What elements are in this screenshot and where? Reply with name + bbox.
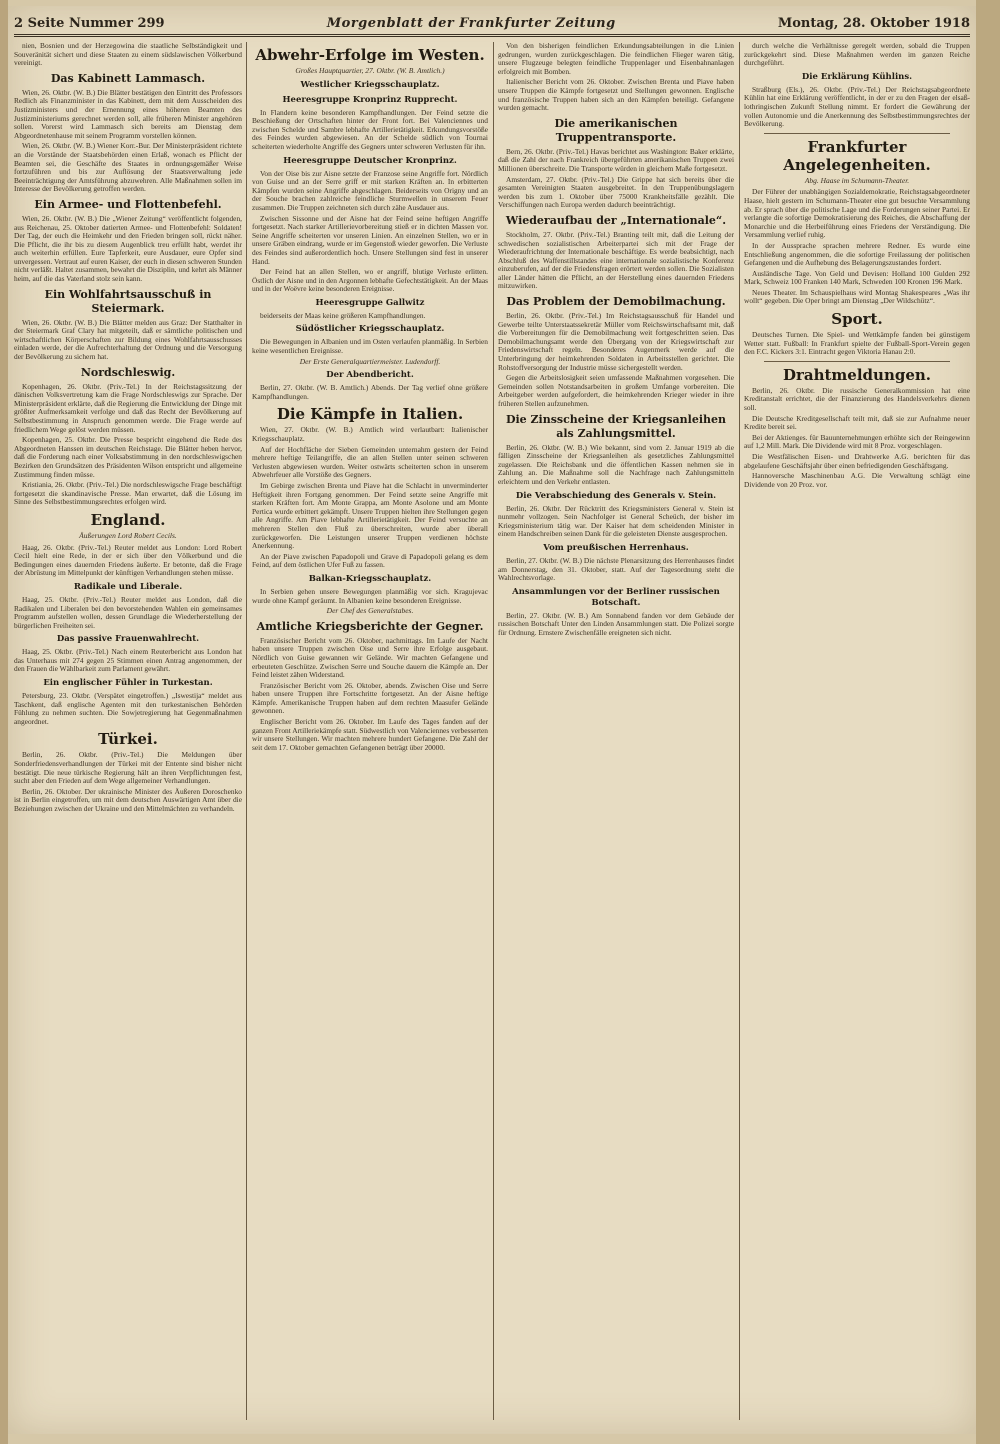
headline: Ein Armee- und Flottenbefehl. [34, 197, 222, 211]
dateline: Großes Hauptquartier, 27. Oktbr. (W. B. Amtlich.) [295, 66, 445, 75]
article-text: Der Führer der unabhängigen Sozialdemokratie, Reichstagsabgeordneter Haase, hielt gestern im Schumann-Theater eine gut besuchte Versammlung ab. Er sprach über die politische Lage und die Forderungen seiner Partei. Er verlangte die sofortige Demokratisierung des Reiches, die Abschaffung der Monarchie und die Herbeiführung eines Friedens der Verständigung. Die Versammlung verlief ruhig. [744, 187, 970, 240]
issue-date: Montag, 28. Oktober 1918 [777, 15, 970, 31]
subheadline: Abg. Haase im Schumann-Theater. [804, 175, 910, 185]
column-rule [739, 42, 740, 1420]
article-text: Berlin, 26. Oktbr. (Priv.-Tel.) Im Reichstagsausschuß für Handel und Gewerbe teilte Unterstaatssekretär Müller vom Reichswirtschaftsamt mit, daß die Vorbereitungen für die Demobilmachung weit fortgeschritten seien. Das Demobilmachungsamt werde den Übergang von der Kriegswirtschaft zur Friedenswirtschaft regeln. Besonderes Augenmerk werde auf die Unterbringung der heimkehrenden Soldaten in Arbeitsstellen gerichtet. Die Rohstoffversorgung der Industrie müsse sichergestellt werden. [498, 311, 734, 372]
article-text: Die Deutsche Kreditgesellschaft teilt mit, daß sie zur Aufnahme neuer Kredite bereit sei. [744, 413, 970, 432]
article-text: Berlin, 26. Oktbr. (Priv.-Tel.) Die Meldungen über Sonderfriedensverhandlungen der Türkei mit der Entente sind bisher nicht bestätigt. Die neue türkische Regierung hält an ihren Verpflichtungen fest, sucht aber den Frieden auf dem Wege allgemeiner Verhandlungen. [14, 750, 242, 786]
section-heading: Balkan-Kriegsschauplatz. [308, 573, 432, 584]
article-text: durch welche die Verhältnisse geregelt werden, sobald die Truppen zurückgekehrt sind. Diese Maßnahmen werden im ganzen Reiche durchgeführt. [744, 42, 970, 68]
headline: Die Erklärung Kühlins. [801, 71, 913, 82]
article-text: Wien, 27. Oktbr. (W. B.) Amtlich wird verlautbart: Italienischer Kriegsschauplatz. [252, 425, 488, 444]
column-1 [14, 42, 242, 1422]
article-text: Französischer Bericht vom 26. Oktober, nachmittags. Im Laufe der Nacht haben unsere Truppen zwischen Oise und Serre ihre Erfolge ausgebaut. Nördlich von Guise gewannen wir Gelände. Wir machten Gefangene und erbeuteten Geschütze. Zwischen Serre und Souche dauern die Kämpfe an. Der Feind leistet zähen Widerstand. [252, 635, 488, 680]
headline: Die Verabschiedung des Generals v. Stein. [515, 490, 717, 501]
section-heading: Westlicher Kriegsschauplatz. [300, 79, 440, 90]
article-text: Berlin, 26. Oktbr. (W. B.) Wie bekannt, sind vom 2. Januar 1919 ab die fälligen Zinsscheine der Kriegsanleihen als gesetzliches Zahlungsmittel zugelassen. Die Reichsbank und die öffentlichen Kassen nehmen sie in Zahlung an. Die Maßnahme soll die Nachfrage nach Zahlungsmitteln erleichtern und den Verkehr entlasten. [498, 442, 734, 486]
article-text: Auf der Hochfläche der Sieben Gemeinden unternahm gestern der Feind mehrere heftige Teilangriffe, die an allen Stellen unter seinen schweren Verlusten abgewiesen wurden. Weiter ostwärts scheiterten schon in unserem Abwehrfeuer alle Vorstöße des Gegners. [252, 444, 488, 480]
article-text: Deutsches Turnen. Die Spiel- und Wettkämpfe fanden bei günstigem Wetter statt. Fußball: In Frankfurt spielte der Fußball-Sport-Verein gegen den F.C. Kickers 3:1. Eintracht gegen Viktoria Hanau 2:0. [744, 330, 970, 357]
article-text: Berlin, 27. Oktbr. (W. B.) Die nächste Plenarsitzung des Herrenhauses findet am Donnerstag, den 31. Oktober, statt. Auf der Tagesordnung steht die Wahlrechtsvorlage. [498, 555, 734, 583]
article-text: In der Aussprache sprachen mehrere Redner. Es wurde eine Entschließung angenommen, die die sofortige Freilassung der politischen Gefangenen und die Aufhebung des Belagerungszustandes fordert. [744, 240, 970, 268]
section-heading: Südöstlicher Kriegsschauplatz. [295, 324, 445, 335]
headline: Das passive Frauenwahlrecht. [56, 634, 200, 645]
article-text: Bern, 26. Oktbr. (Priv.-Tel.) Havas berichtet aus Washington: Baker erklärte, daß die Zahl der nach Frankreich übergeführten amerikanischen Truppen zwei Millionen überschreite. Die Transporte würden in gleichem Maße fortgesetzt. [498, 146, 734, 173]
headline: Das Problem der Demobilmachung. [506, 295, 726, 309]
headline: Abwehr-Erfolge im Westen. [255, 46, 485, 64]
article-text: Petersburg, 23. Oktbr. (Verspätet eingetroffen.) „Iswestija“ meldet aus Taschkent, daß englische Agenten mit den turkestanischen Behörden Fühlung zu nehmen suchten. Die Sowjetregierung hat Gegenmaßnahmen angeordnet. [14, 691, 242, 726]
column-4 [744, 42, 970, 1422]
article-text: Die Westfälischen Eisen- und Drahtwerke A.G. berichten für das abgelaufene Geschäftsjahr über einen befriedigenden Geschäftsgang. [744, 452, 970, 470]
binding-edge [0, 0, 8, 1444]
article-text: In Flandern keine besonderen Kampfhandlungen. Der Feind setzte die Beschießung der Ortschaften hinter der Front fort. Bei Valenciennes und zwischen Schelde und Sambre lebhafte Artillerietätigkeit. Erkundungsvorstöße des Feindes wurden abgewiesen. An der Schelde südlich von Tournai scheiterten wiederholte Angriffe des Gegners unter schweren Verlusten für ihn. [252, 107, 488, 151]
article-text: Gegen die Arbeitslosigkeit seien umfassende Maßnahmen vorgesehen. Die Gemeinden sollen Notstandsarbeiten in großem Umfange vorbereiten. Die Arbeitgeber werden aufgefordert, die heimkehrenden Krieger wieder in ihre früheren Stellen aufzunehmen. [498, 373, 734, 408]
article-text: Berlin, 27. Oktbr. (W. B.) Am Sonnabend fanden vor dem Gebäude der russischen Botschaft Unter den Linden Ansammlungen statt. Die Polizei sorgte für Ordnung. Ernstere Zwischenfälle ereigneten sich nicht. [498, 610, 734, 637]
article-text: Kopenhagen, 26. Oktbr. (Priv.-Tel.) In der Reichstagssitzung der dänischen Volksvertretung kam die Frage Nordschleswigs zur Sprache. Der Ministerpräsident erklärte, daß die Regierung die Entwicklung der Dinge mit größter Aufmerksamkeit verfolge und daß das Recht der Bevölkerung auf Selbstbestimmung in Anspruch genommen werde. Die Frage werde auf friedlichem Wege gelöst werden müssen. [14, 381, 242, 434]
article-text: nien, Bosnien und der Herzegowina die staatliche Selbständigkeit und Souveränität sichert und diese Staaten zu einem südslawischen Völkerbund vereinigt. [14, 42, 242, 68]
headline: Ein Wohlfahrtsausschuß in Steiermark. [44, 287, 212, 315]
headline: Ein englischer Fühler in Turkestan. [43, 678, 213, 689]
article-text: Der Feind hat an allen Stellen, wo er angriff, blutige Verluste erlitten. Östlich der Aisne und in den Argonnen lebhafte Gefechtstätigkeit. An der Maas und in der Woëvre keine besonderen Ereignisse. [252, 267, 488, 294]
scan-border [976, 0, 1000, 1444]
headline: Radikale und Liberale. [73, 581, 183, 592]
signature: Der Chef des Generalstabes. [326, 606, 414, 616]
article-text: Stockholm, 27. Oktbr. (Priv.-Tel.) Branting teilt mit, daß die Leitung der schwedischen sozialistischen Arbeiterpartei sich mit der Frage der Wiederaufrichtung der Internationale beschäftige. Es werde beabsichtigt, nach Abschluß des Waffenstillstandes eine internationale sozialistische Konferenz einzuberufen, auf der die Friedensfragen erörtert werden sollen. Die Sozialisten aller Länder hätten die Pflicht, an der Herstellung eines dauernden Friedens mitzuwirken. [498, 229, 734, 291]
headline: Die amerikanischen Truppentransporte. [554, 116, 678, 144]
article-text: Zwischen Sissonne und der Aisne hat der Feind seine heftigen Angriffe fortgesetzt. Nach starker Artillerievorbereitung stieß er in dichten Massen vor. Seine Angriffe scheiterten vor unseren Linien. An einzelnen Stellen, wo er in unsere Gräben eindrang, wurde er im Gegenstoß wieder geworfen. Die Verluste des Feindes sind außerordentlich hoch. Unsere Stellungen sind fest in unserer Hand. [252, 213, 488, 266]
article-text: Von den bisherigen feindlichen Erkundungsabteilungen in die Linien gedrungen, wurden zurückgeschlagen. Die feindlichen Flieger waren tätig, unsere Flugzeuge belegten feindliche Truppenlager und Eisenbahnanlagen erfolgreich mit Bomben. [498, 42, 734, 76]
article-text: Wien, 26. Oktbr. (W. B.) Wiener Korr.-Bur. Der Ministerpräsident richtete an die Vorstände der Staatsbehörden einen Erlaß, wonach es Pflicht der Beamten sei, die Geschäfte des Staates in ordnungsgemäßer Weise fortzuführen und bis zur Auflösung der Staatsverwaltung jede Beeinträchtigung der Amtsführung abzuwehren. Alle Maßnahmen sollen im Interesse der Bevölkerung getroffen werden. [14, 141, 242, 194]
section-heading: Der Abendbericht. [326, 370, 414, 381]
headline: Türkei. [98, 730, 158, 749]
column-2 [252, 42, 488, 1422]
page-number: 2 Seite Nummer 299 [14, 15, 165, 31]
headline: Frankfurter Angelegenheiten. [783, 137, 931, 174]
section-heading: Heeresgruppe Deutscher Kronprinz. [283, 155, 457, 166]
article-text: Wien, 26. Oktbr. (W. B.) Die Blätter bestätigen den Eintritt des Professors Redlich als Finanzminister in das Kabinett, dem mit dem Ausscheiden des Justizministers und der Ernennung eines höheren Beamten des Justizministeriums gerechnet werden soll, alle früheren Minister angehören sollen. Vorerst wird Lammasch sich bereits am Dienstag dem Abgeordnetenhause mit seinem Programm vorstellen können. [14, 87, 242, 140]
headline: Vom preußischen Herrenhaus. [543, 542, 689, 553]
article-text: An der Piave zwischen Papadopoli und Grave di Papadopoli gelang es dem Feind, auf dem östlichen Ufer Fuß zu fassen. [252, 551, 488, 570]
article-text: Berlin, 26. Oktober. Der ukrainische Minister des Äußeren Doroschenko ist in Berlin eingetroffen, um mit dem deutschen Auswärtigen Amt über die Beziehungen zwischen der Ukraine und den Mittelmächten zu verhandeln. [14, 786, 242, 813]
article-text: Haag, 25. Oktbr. (Priv.-Tel.) Reuter meldet aus London, daß die Radikalen und Liberalen bei den bevorstehenden Wahlen ein gemeinsames Programm aufstellen wollen, dessen Grundlage die Wiederherstellung der bürgerlichen Freiheiten sei. [14, 594, 242, 630]
headline: Amtliche Kriegsberichte der Gegner. [256, 619, 484, 633]
article-text: Kristiania, 26. Oktbr. (Priv.-Tel.) Die nordschleswigsche Frage beschäftigt fortgesetzt die skandinavische Presse. Man erwartet, daß die Lösung im Sinne des Selbstbestimmungsrechtes erfolgen wird. [14, 480, 242, 507]
subheadline: Äußerungen Lord Robert Cecils. [79, 530, 177, 540]
newspaper-page [8, 6, 976, 1434]
newspaper-masthead: Morgenblatt der Frankfurter Zeitung [326, 15, 616, 31]
headline: Die Kämpfe in Italien. [276, 405, 464, 424]
headline: Ansammlungen vor der Berliner russischen Botschaft. [512, 586, 720, 608]
article-text: Berlin, 26. Oktbr. Die russische Generalkommission hat eine Kreditanstalt errichtet, die der Finanzierung des Handelsverkehrs dienen soll. [744, 385, 970, 413]
headline: Wiederaufbau der „Internationale“. [505, 213, 727, 227]
article-text: Neues Theater. Im Schauspielhaus wird Montag Shakespeares „Was ihr wollt“ gegeben. Die Oper bringt am Dienstag „Der Wildschütz“. [744, 287, 970, 306]
column-rule [246, 42, 247, 1420]
divider [764, 361, 950, 362]
article-text: Haag, 25. Oktbr. (Priv.-Tel.) Nach einem Reuterbericht aus London hat das Unterhaus mit 274 gegen 25 Stimmen einen Antrag angenommen, der den Frauen die Wählbarkeit zum Parlament gewährt. [14, 647, 242, 674]
article-text: Englischer Bericht vom 26. Oktober. Im Laufe des Tages fanden auf der ganzen Front Artilleriekämpfe statt. Südwestlich von Valenciennes verbesserten wir unsere Stellungen. Wir machten mehrere hundert Gefangene. Die Zahl der seit dem 17. Oktober gemachten Gefangenen beträgt über 20000. [252, 717, 488, 752]
article-text: In Serbien gehen unsere Bewegungen planmäßig vor sich. Kragujevac wurde ohne Kampf geräumt. In Albanien keine besonderen Ereignisse. [252, 586, 488, 605]
column-3 [498, 42, 734, 1422]
article-text: Von der Oise bis zur Aisne setzte der Franzose seine Angriffe fort. Nördlich von Guise und an der Serre griff er mit starken Kräften an. In erbitterten Kämpfen wurden seine Angriffe abgeschlagen. Beiderseits von Origny und an der Souche brachen zahlreiche feindliche Sturmwellen in unserem Feuer zusammen. Die Truppen zeichneten sich durch zähe Ausdauer aus. [252, 168, 488, 212]
article-text: Hannoversche Maschinenbau A.G. Die Verwaltung schlägt eine Dividende von 20 Proz. vor. [744, 471, 970, 489]
article-text: Kopenhagen, 25. Oktbr. Die Presse bespricht eingehend die Rede des Abgeordneten Hanssen im deutschen Reichstage. Die Blätter heben hervor, daß die Forderung nach einer Volksabstimmung in den nordschleswigschen Bezirken den Grundsätzen des Präsidenten Wilson entspricht und allgemeine Zustimmung finden müsse. [14, 435, 242, 479]
headline: Das Kabinett Lammasch. [50, 71, 206, 85]
article-text: Berlin, 26. Oktbr. Der Rücktritt des Kriegsministers General v. Stein ist nunmehr vollzogen. Sein Nachfolger ist General Scheüch, der bisher im Kriegsministerium tätig war. Der Kaiser hat dem scheidenden Minister in einem Handschreiben seinen Dank für die geleisteten Dienste ausgesprochen. [498, 503, 734, 539]
divider [764, 133, 950, 134]
article-text: Haag, 26. Oktbr. (Priv.-Tel.) Reuter meldet aus London: Lord Robert Cecil hielt eine Rede, in der er sich über den Völkerbund und die Bedingungen eines dauernden Friedens äußerte. Er betonte, daß die Frage der Abrüstung im Mittelpunkt der künftigen Verhandlungen stehen müsse. [14, 542, 242, 578]
article-text: beiderseits der Maas keine größeren Kampfhandlungen. [260, 310, 426, 320]
headline: England. [90, 510, 166, 529]
article-text: Ausländische Tage. Von Geld und Devisen: Holland 100 Gulden 292 Mark, Schweiz 100 Franken 140 Mark, Schweden 100 Kronen 196 Mark. [744, 268, 970, 287]
section-heading: Heeresgruppe Kronprinz Rupprecht. [282, 94, 458, 105]
section-heading: Heeresgruppe Gallwitz [315, 297, 425, 308]
column-rule [493, 42, 494, 1420]
article-text: Wien, 26. Oktbr. (W. B.) Die „Wiener Zeitung“ veröffentlicht folgenden, aus Reichenau, 25. Oktober datierten Armee- und Flottenbefehl: Soldaten! Der Tag, der euch die Heimkehr und den Frieden bringen soll, rückt näher. Die Pflicht, die ihr bis zu diesem Augenblick treu erfüllt habt, werdet ihr auch weiterhin erfüllen. Eure Tapferkeit, eure Ausdauer, eure Opfer sind unvergessen. Vertraut auf euren Kaiser, der euch in diesen schweren Stunden nicht verläßt. Haltet zusammen, bewahrt die Disziplin, und kehrt als Männer heim, auf die das Vaterland stolz sein kann. [14, 213, 242, 284]
headline: Nordschleswig. [80, 365, 176, 379]
signature: Der Erste Generalquartiermeister. Ludendorff. [299, 356, 441, 366]
article-text: Amsterdam, 27. Oktbr. (Priv.-Tel.) Die Grippe hat sich bereits über die gesamten Vereinigten Staaten ausgebreitet. In den Truppenübungslagern werden bis zum 1. Oktober über 75000 Krankheitsfälle gezählt. Die Verschiffungen nach Europa werden dadurch beeinträchtigt. [498, 174, 734, 210]
article-text: Bei der Aktienges. für Bauunternehmungen erhöhte sich der Reingewinn auf 1,2 Mill. Mark. Die Dividende wird mit 8 Proz. vorgeschlagen. [744, 432, 970, 451]
headline: Drahtmeldungen. [782, 365, 932, 384]
headline: Die Zinsscheine der Kriegsanleihen als Zahlungsmittel. [505, 412, 727, 440]
article-text: Berlin, 27. Oktbr. (W. B. Amtlich.) Abends. Der Tag verlief ohne größere Kampfhandlungen. [252, 383, 488, 401]
page-header [14, 12, 970, 37]
article-text: Straßburg (Els.), 26. Oktbr. (Priv.-Tel.) Der Reichstagsabgeordnete Kühlin hat eine Erklärung veröffentlicht, in der er zu den Fragen der elsaß-lothringischen Zukunft Stellung nimmt. Er fordert die Gewährung der vollen Autonomie und die Anerkennung des Selbstbestimmungsrechtes der Bevölkerung. [744, 84, 970, 129]
article-text: Französischer Bericht vom 26. Oktober, abends. Zwischen Oise und Serre haben unsere Truppen ihre Fortschritte fortgesetzt. An der Aisne heftige Kämpfe. Amerikanische Truppen haben auf dem rechten Maasufer Gelände gewonnen. [252, 680, 488, 716]
article-text: Wien, 26. Oktbr. (W. B.) Die Blätter melden aus Graz: Der Statthalter in der Steiermark Graf Clary hat mitgeteilt, daß er sämtliche politischen und wirtschaftlichen Körperschaften zur Bildung eines Wohlfahrtsausschusses einladen werde, der die Aufrechterhaltung der Ordnung und die Versorgung der Bevölkerung zu sichern hat. [14, 317, 242, 362]
article-text: Im Gebirge zwischen Brenta und Piave hat die Schlacht in unverminderter Heftigkeit ihren Fortgang genommen. Der Feind setzte seine Angriffe mit starken Kräften fort. Am Monte Grappa, am Monte Asolone und am Monte Pertica wurde erbittert gekämpft. Unsere Truppen hielten ihre Stellungen gegen alle Angriffe. Am Piave lebhafte Artillerietätigkeit. Der Feind versuchte an mehreren Stellen den Fluß zu überschreiten, wurde aber überall zurückgeworfen. Die Leistungen unserer Truppen verdienen höchste Anerkennung. [252, 481, 488, 551]
article-text: Italienischer Bericht vom 26. Oktober. Zwischen Brenta und Piave haben unsere Truppen die Kämpfe fortgesetzt und Stellungen gewonnen. Englische und französische Truppen haben sich an den Kämpfen beteiligt. Gefangene wurden gemacht. [498, 77, 734, 113]
article-text: Die Bewegungen in Albanien und im Osten verlaufen planmäßig. In Serbien keine wesentlichen Ereignisse. [252, 337, 488, 356]
headline: Sport. [831, 310, 883, 329]
